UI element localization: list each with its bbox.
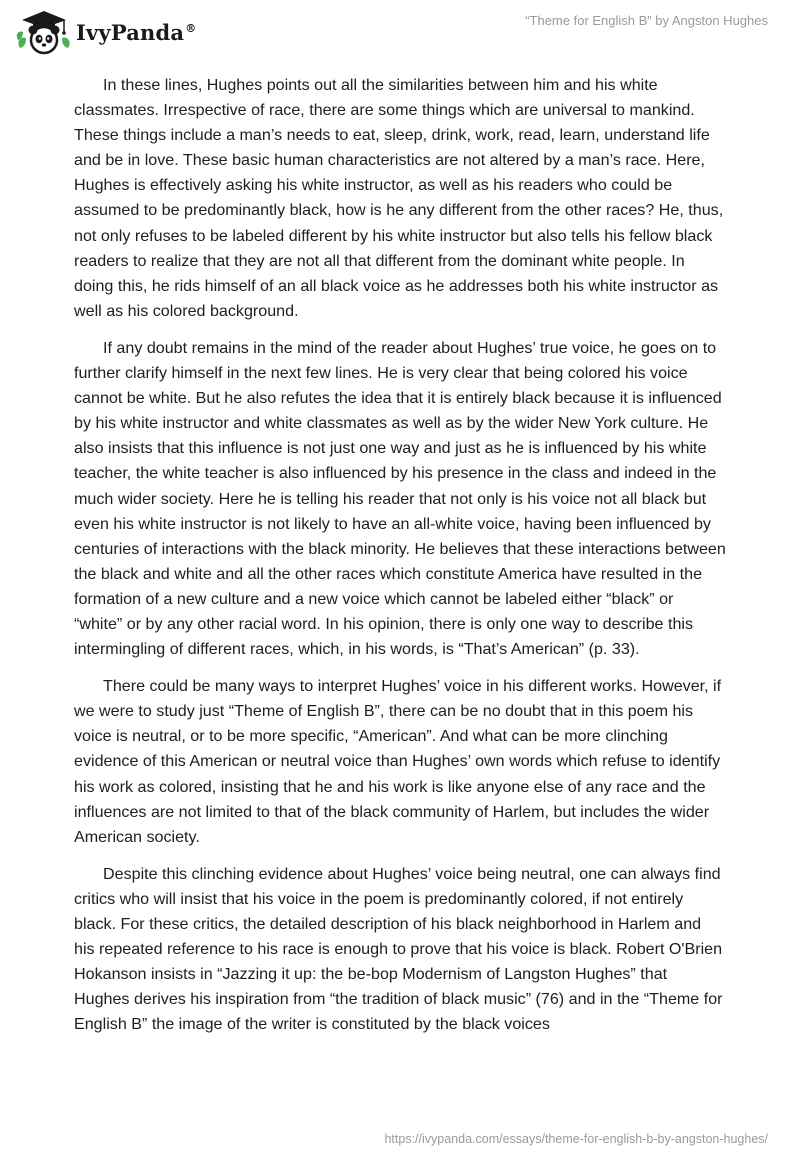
brand-text: IvyPanda bbox=[76, 19, 185, 45]
page-header bbox=[0, 0, 800, 70]
paragraph-2: If any doubt remains in the mind of the reader about Hughes’ true voice, he goes on to further clarify himself in the next few lines. He is very clear that being colored his voice cannot be white. But he also refutes the idea that it is entirely black because it is influenced by his white instructor and white classmates as well as by the wider New York culture. He also insists that this influence is not just one way and just as he is influenced by his white teacher, the white teacher is also influenced by his presence in the class and indeed in the much wider society. Here he is telling his reader that not only is his voice not all black but even his white instructor is not likely to have an all-white voice, having been influenced by centuries of interactions with the black minority. He believes that these interactions between the black and white and all the other races which constitute America have resulted in the formation of a new culture and a new voice which cannot be labeled either “black” or “white” or by any other racial word. In his opinion, there is only one way to describe this intermingling of different races, which, in his words, is “That’s American” (p. 33). bbox=[74, 338, 726, 659]
paragraph-4: Despite this clinching evidence about Hughes’ voice being neutral, one can always find critics who will insist that his voice in the poem is predominantly colored, if not entirely black. For these critics, the detailed description of his black neighborhood in Harlem and his repeated reference to his race is enough to prove that his voice is black. Robert O'Brien Hokanson insists in “Jazzing it up: the be-bop Modernism of Langston Hughes” that Hughes derives his inspiration from “the tradition of black music” (76) and in the “Theme for English B” the image of the writer is constituted by the black voices bbox=[74, 864, 723, 1034]
essay-body bbox=[74, 73, 726, 1049]
registered-mark: ® bbox=[185, 21, 197, 35]
brand-name bbox=[76, 20, 196, 45]
panda-graduation-cap-icon bbox=[14, 8, 72, 56]
paragraph-1: In these lines, Hughes points out all the similarities between him and his white classmates. Irrespective of race, there are some things which are universal to mankind. These things include a man’s needs to eat, sleep, drink, work, read, learn, understand life and be in love. These basic human characteristics are not altered by a man’s race. Here, Hughes is effectively asking his white instructor, as well as his readers who could be assumed to be predominantly black, how is he any different from the other races? He, thus, not only refuses to be labeled different by his white instructor but also tells his fellow black readers to realize that they are not all that different from the dominant white people. In doing this, he rids himself of an all black voice as he addresses both his white instructor as well as his colored background. bbox=[74, 76, 724, 320]
ivypanda-logo[interactable] bbox=[14, 8, 196, 56]
document-title: “Theme for English B” by Angston Hughes bbox=[525, 13, 768, 28]
paragraph-3: There could be many ways to interpret Hughes’ voice in his different works. However, if we were to study just “Theme of English B”, there can be no doubt that in this poem his voice is neutral, or to be more specific, “American”. And what can be more clinching evidence of this American or neutral voice than Hughes’ own words which refuse to identify his work as colored, insisting that he and his work is like anyone else of any race and the influences are not limited to that of the black community of Harlem, but includes the wider American society. bbox=[74, 677, 722, 846]
source-url-link[interactable]: https://ivypanda.com/essays/theme-for-english-b-by-angston-hughes/ bbox=[384, 1132, 768, 1146]
